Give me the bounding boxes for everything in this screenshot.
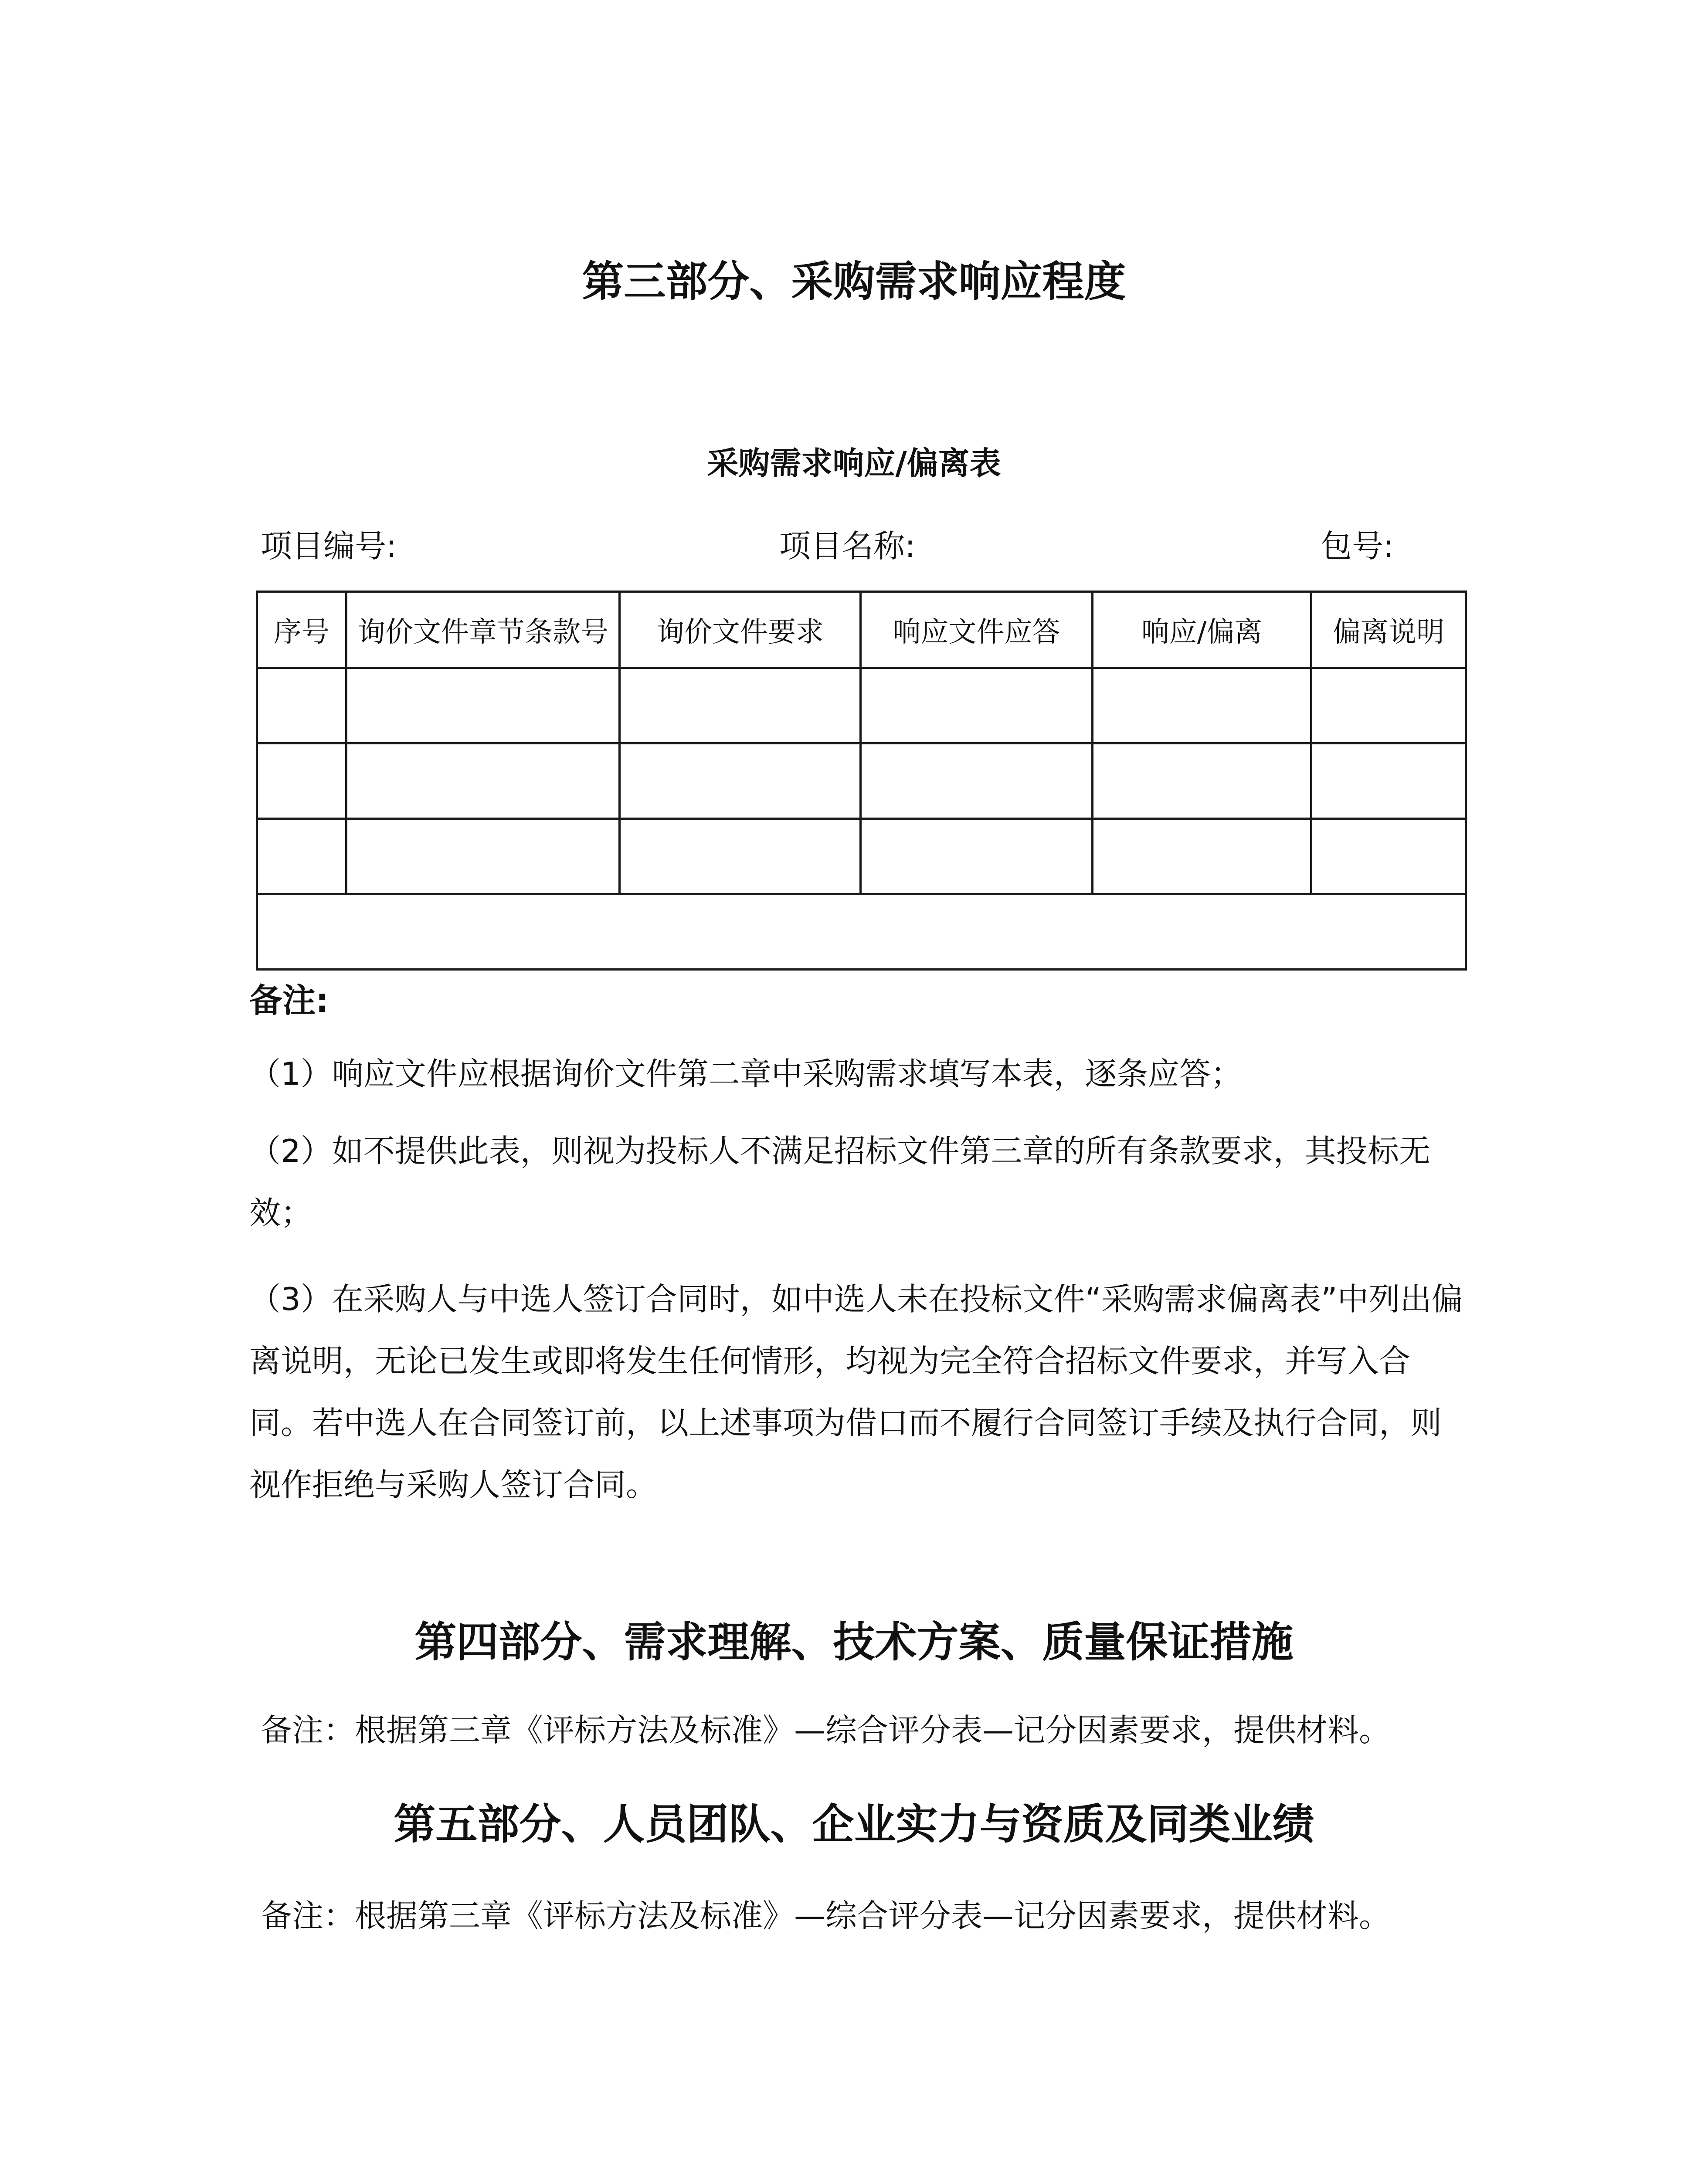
part4-note: 备注：根据第三章《评标方法及标准》—综合评分表—记分因素要求，提供材料。 [261,1712,1391,1748]
table-title: 采购需求响应/偏离表 [707,445,1001,482]
table-cell[interactable] [1093,819,1311,894]
table-cell[interactable] [620,743,861,819]
table-cell[interactable] [1093,668,1311,743]
table-row-merged [257,894,1466,970]
column-header-response: 响应文件应答 [861,592,1093,668]
project-number-label: 项目编号: [261,528,397,564]
table-cell[interactable] [1093,743,1311,819]
response-deviation-table [256,591,1467,971]
project-name-label: 项目名称: [779,528,916,564]
note-3: （3）在采购人与中选人签订合同时，如中选人未在投标文件“采购需求偏离表”中列出偏离说明，无论已发生或即将发生任何情形，均视为完全符合招标文件要求，并写入合同。若中选人在合同签订前，以上述事项为借口而不履行合同签订手续及执行合同，则视作拒绝与采购人签订合同。 [249,1281,1463,1503]
column-header-requirement: 询价文件要求 [620,592,861,668]
notes-title: 备注: [249,981,329,1020]
table-cell[interactable] [861,819,1093,894]
table-cell[interactable] [1311,668,1466,743]
table-cell[interactable] [1311,743,1466,819]
column-header-response-deviation: 响应/偏离 [1093,592,1311,668]
part3-title: 第三部分、采购需求响应程度 [582,257,1126,306]
table-cell[interactable] [620,819,861,894]
column-header-serial: 序号 [257,592,346,668]
table-cell[interactable] [257,668,346,743]
table-row [257,743,1466,819]
table-cell[interactable] [257,743,346,819]
note-2: （2）如不提供此表，则视为投标人不满足招标文件第三章的所有条款要求，其投标无效； [249,1133,1430,1231]
table-cell[interactable] [346,743,620,819]
table-cell[interactable] [620,668,861,743]
table-cell[interactable] [257,819,346,894]
table-cell-merged[interactable] [257,894,1466,970]
table-cell[interactable] [861,743,1093,819]
table-row [257,668,1466,743]
part5-title: 第五部分、人员团队、企业实力与资质及同类业绩 [394,1800,1314,1849]
table-cell[interactable] [1311,819,1466,894]
package-number-label: 包号: [1321,528,1394,564]
part5-note: 备注：根据第三章《评标方法及标准》—综合评分表—记分因素要求，提供材料。 [261,1897,1391,1934]
column-header-deviation-note: 偏离说明 [1311,592,1466,668]
note-1: （1）响应文件应根据询价文件第二章中采购需求填写本表，逐条应答； [249,1056,1242,1092]
table-row [257,819,1466,894]
table-cell[interactable] [346,819,620,894]
table-cell[interactable] [861,668,1093,743]
part4-title: 第四部分、需求理解、技术方案、质量保证措施 [414,1618,1294,1666]
table-header-row [257,592,1466,668]
column-header-clause-no: 询价文件章节条款号 [346,592,620,668]
table-cell[interactable] [346,668,620,743]
